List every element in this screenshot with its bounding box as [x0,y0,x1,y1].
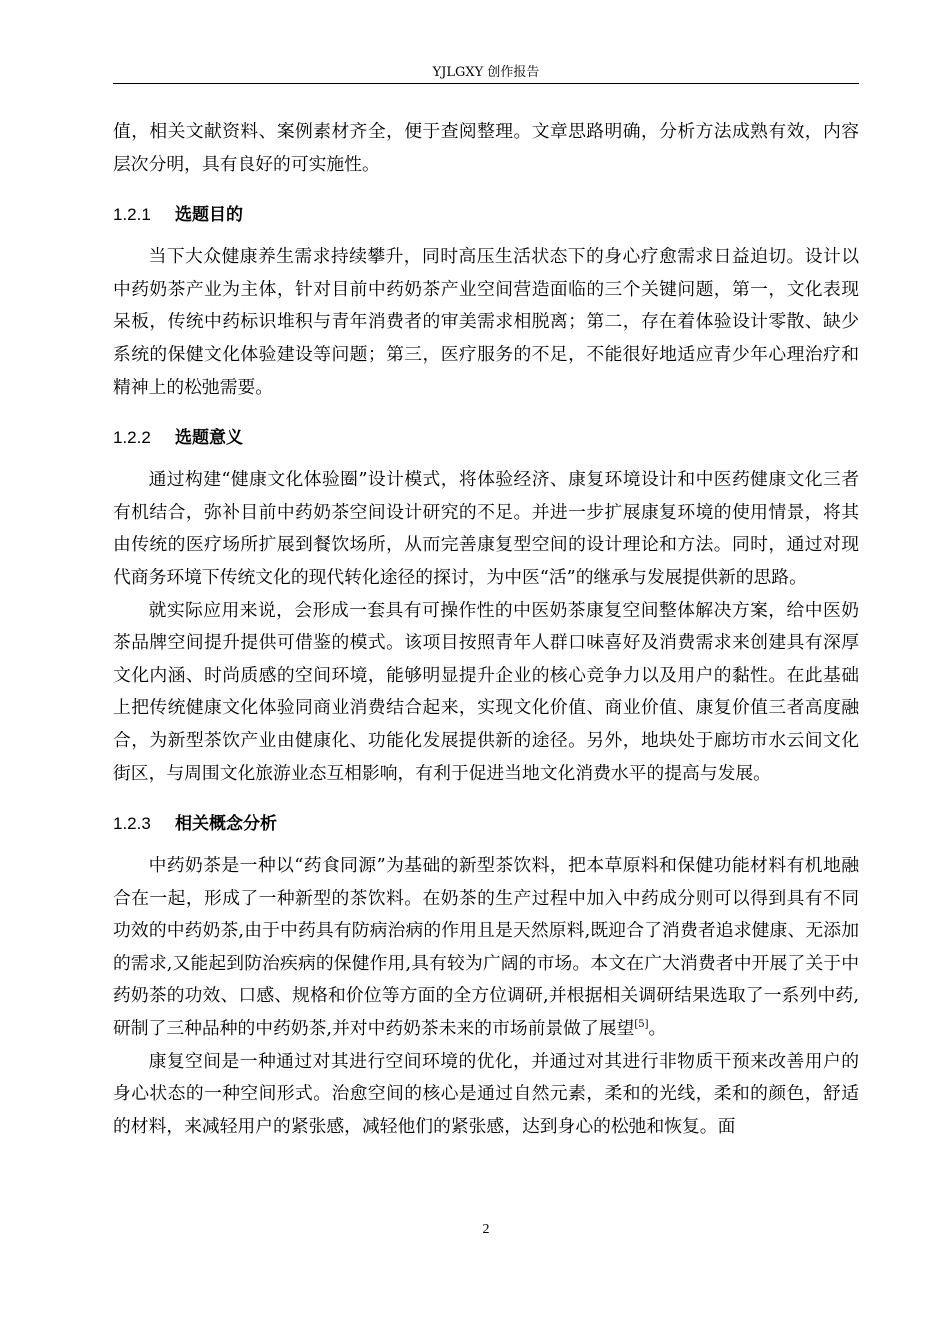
citation-reference[interactable]: [5] [634,1019,649,1031]
section-title: 相关概念分析 [175,814,277,835]
paragraph-significance-2: 就实际应用来说，会形成一套具有可操作性的中医奶茶康复空间整体解决方案，给中医奶茶品牌空间提升提供可借鉴的模式。该项目按照青年人群口味喜好及消费需求来创建具有深厚文化内涵、时尚质感的空间环境，能够明显提升企业的核心竞争力以及用户的黏性。在此基础上把传统健康文化体验同商业消费结合起来，实现文化价值、商业价值、康复价值三者高度融合，为新型茶饮产业由健康化、功能化发展提供新的途径。另外，地块处于廊坊市水云间文化街区，与周围文化旅游业态互相影响，有利于促进当地文化消费水平的提高与发展。 [113,599,859,784]
page-number: 2 [482,1222,490,1237]
paragraph-significance-1: 通过构建“健康文化体验圈”设计模式，将体验经济、康复环境设计和中医药健康文化三者有机结合，弥补目前中药奶茶空间设计研究的不足。并进一步扩展康复环境的使用情景，将其由传统的医疗场所扩展到餐饮场所，从而完善康复型空间的设计理论和方法。同时，通过对现代商务环境下传统文化的现代转化途径的探讨，为中医“活”的继承与发展提供新的思路。 [113,469,859,588]
header-rule [113,83,859,84]
section-number: 1.2.2 [113,428,151,448]
section-heading-1-2-2 [113,422,859,454]
section-title: 选题意义 [175,428,243,449]
paragraph-text: 中药奶茶是一种以“药食同源”为基础的新型茶饮料，把本草原料和保健功能材料有机地融合在一起，形成了一种新型的茶饮料。在奶茶的生产过程中加入中药成分则可以得到具有不同功效的中药奶茶,由于中药具有防病治病的作用且是天然原料,既迎合了消费者追求健康、无添加的需求,又能起到防治疾病的保健作用,具有较为广阔的市场。本文在广大消费者中开展了关于中药奶茶的功效、口感、规格和价位等方面的全方位调研,并根据相关调研结果选取了一系列中药,研制了三种品种的中药奶茶,并对中药奶茶未来的市场前景做了展望 [113,855,859,1040]
paragraph-concept-milk-tea [113,850,859,1046]
paragraph-purpose: 当下大众健康养生需求持续攀升，同时高压生活状态下的身心疗愈需求日益迫切。设计以中药奶茶产业为主体，针对目前中药奶茶产业空间营造面临的三个关键问题，第一，文化表现呆板，传统中药标识堆积与青年消费者的审美需求相脱离；第二，存在着体验设计零散、缺少系统的保健文化体验建设等问题；第三，医疗服务的不足，不能很好地适应青少年心理治疗和精神上的松弛需要。 [113,246,859,398]
section-title: 选题目的 [175,205,243,226]
section-number: 1.2.1 [113,205,151,225]
paragraph-concept-rehab-space: 康复空间是一种通过对其进行空间环境的优化，并通过对其进行非物质干预来改善用户的身心状态的一种空间形式。治愈空间的核心是通过自然元素，柔和的光线，柔和的颜色，舒适的材料，来减轻用户的紧张感，减轻他们的紧张感，达到身心的松弛和恢复。面 [113,1050,859,1137]
document-body [113,116,859,1143]
section-heading-1-2-1 [113,199,859,231]
paragraph-end-mark: 。 [648,1018,667,1040]
section-number: 1.2.3 [113,814,151,834]
section-heading-1-2-3 [113,808,859,840]
paragraph-intro-continued: 值，相关文献资料、案例素材齐全，便于查阅整理。文章思路明确，分析方法成熟有效，内容层次分明，具有良好的可实施性。 [113,121,859,175]
page-header: YJLGXY 创作报告 [432,65,540,80]
